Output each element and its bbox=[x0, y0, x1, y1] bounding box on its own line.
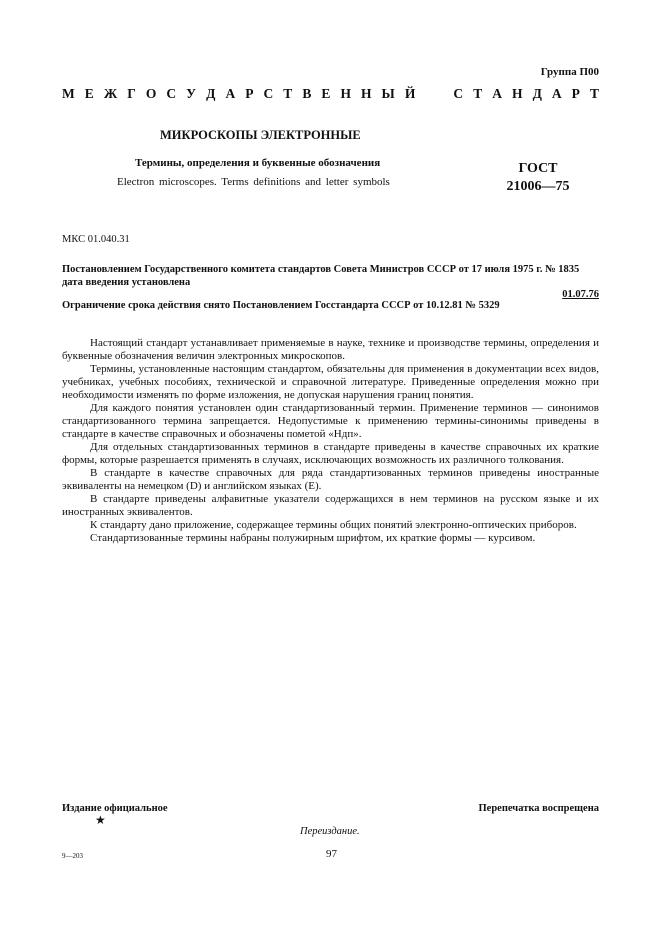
banner-letter: Г bbox=[127, 86, 136, 101]
banner-letter: С bbox=[263, 86, 274, 101]
decree-text bbox=[62, 263, 599, 289]
banner-letter: Р bbox=[571, 86, 580, 101]
introduction-date: 01.07.76 bbox=[562, 289, 599, 300]
banner-letter: Д bbox=[206, 86, 216, 101]
banner-letter: Р bbox=[245, 86, 254, 101]
banner-letter: Т bbox=[473, 86, 483, 101]
page-number: 97 bbox=[326, 848, 337, 860]
banner-gap bbox=[425, 86, 443, 102]
banner-letter: Е bbox=[321, 86, 331, 101]
document-subtitle: Термины, определения и буквенные обозначения bbox=[135, 157, 381, 169]
banner-letter: Д bbox=[532, 86, 542, 101]
banner-letter: У bbox=[186, 86, 197, 101]
group-label: Группа П00 bbox=[540, 66, 599, 78]
banner-letter: В bbox=[302, 86, 312, 101]
banner-letter: Т bbox=[589, 86, 599, 101]
banner-letter: С bbox=[166, 86, 177, 101]
paragraph: Для каждого понятия установлен один стандартизованный термин. Применение терминов — синонимов стандартизованного термина запрещается. Недопустимые к применению термины-синонимы приведены в стандарте в качестве справочных и обозначены пометой «Ндп». bbox=[62, 402, 599, 440]
document-title: МИКРОСКОПЫ ЭЛЕКТРОННЫЕ bbox=[160, 128, 361, 142]
banner-letter: А bbox=[551, 86, 562, 101]
banner-letter: О bbox=[145, 86, 157, 101]
official-edition-label: Издание официальное bbox=[62, 803, 168, 814]
gost-number bbox=[498, 160, 578, 196]
mks-code: МКС 01.040.31 bbox=[62, 234, 130, 245]
banner-letter: Н bbox=[512, 86, 523, 101]
english-title: Electron microscopes. Terms definitions and letter symbols bbox=[117, 176, 390, 188]
banner-letter: С bbox=[453, 86, 464, 101]
decree-line: Постановлением Государственного комитета стандартов Совета Министров СССР от 17 июля 1975 г. № 1835 bbox=[62, 264, 580, 275]
banner-letter: Е bbox=[84, 86, 94, 101]
paragraph: Настоящий стандарт устанавливает применяемые в науке, технике и производстве термины, определения и буквенные обозначения величин электронных микроскопов. bbox=[62, 337, 599, 362]
reissue-label: Переиздание. bbox=[300, 826, 360, 837]
paragraph: К стандарту дано приложение, содержащее термины общих понятий электронно-оптических приборов. bbox=[90, 519, 577, 531]
paragraph: В стандарте приведены алфавитные указатели содержащихся в нем терминов на русском языке и их иностранных эквивалентов. bbox=[62, 493, 599, 518]
gost-label: ГОСТ bbox=[518, 161, 558, 176]
interstate-standard-banner bbox=[62, 86, 599, 102]
gost-code: 21006—75 bbox=[506, 179, 570, 194]
page-code: 9—203 bbox=[62, 852, 83, 860]
banner-letter: М bbox=[62, 86, 75, 101]
banner-letter: Н bbox=[340, 86, 351, 101]
banner-letter: Т bbox=[283, 86, 293, 101]
paragraph: Для отдельных стандартизованных терминов в стандарте приведены в качестве справочных их краткие формы, которые разрешается применять в случаях, исключающих возможность их различного толкования. bbox=[62, 441, 599, 466]
paragraph: В стандарте в качестве справочных для ряда стандартизованных терминов приведены иностранные эквиваленты на немецком (D) и английском языках (E). bbox=[62, 467, 599, 492]
banner-letter: Ж bbox=[103, 86, 118, 101]
restriction-note: Ограничение срока действия снято Постановлением Госстандарта СССР от 10.12.81 № 5329 bbox=[62, 300, 500, 311]
banner-letter: Ы bbox=[381, 86, 395, 101]
reprint-prohibited-label: Перепечатка воспрещена bbox=[478, 803, 599, 814]
banner-letter: Й bbox=[404, 86, 416, 101]
decree-intro-date-label: дата введения установлена bbox=[62, 277, 191, 288]
paragraph: Стандартизованные термины набраны полужирным шрифтом, их краткие формы — курсивом. bbox=[90, 532, 536, 544]
star-icon: ★ bbox=[95, 813, 106, 827]
banner-letter: Н bbox=[360, 86, 372, 101]
body-text bbox=[62, 337, 599, 545]
paragraph: Термины, установленные настоящим стандартом, обязательны для применения в документации всех видов, учебниках, учебных пособиях, технической и справочной литературе. Приведенные определения можно при необходимости изменять по форме изложения, не допуская нарушения границ понятия. bbox=[62, 363, 599, 401]
banner-letter: А bbox=[492, 86, 502, 101]
banner-letter: А bbox=[225, 86, 236, 101]
